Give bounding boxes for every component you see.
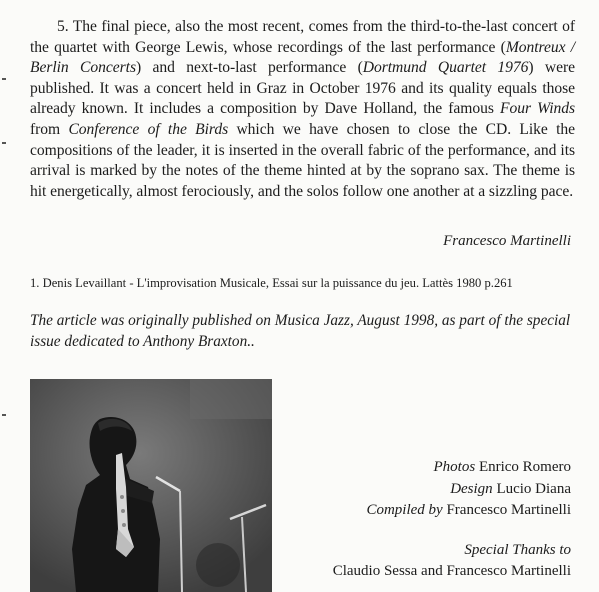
scan-edge-mark: [2, 142, 6, 144]
author-signature: Francesco Martinelli: [443, 233, 571, 249]
credit-photos: [333, 457, 571, 479]
album-title: Dortmund Quartet 1976: [362, 59, 529, 77]
paragraph-text: ) and next-to-last performance (: [135, 59, 363, 77]
album-credits: [333, 457, 571, 583]
album-title: Conference of the Birds: [68, 120, 229, 138]
paragraph-text: ) were published. It was a concert held in Graz in October 1976 and its quality equals those already known. It includes a composition by Dave Holland, the famous: [30, 59, 576, 118]
credit-name: Francesco Martinelli: [446, 502, 571, 519]
credit-name: Enrico Romero: [478, 459, 571, 475]
article-paragraph: [30, 17, 575, 202]
special-thanks-heading: Special Thanks to: [464, 541, 571, 558]
paragraph-text: 5. The final piece, also the most recent, comes from the third-to-the-last concert of the quartet with George Lewis, whose recordings of the last performance (: [30, 18, 575, 56]
paragraph-text: which we have chosen to close the CD. Like the compositions of the leader, it is inserted in the overall fabric of the performance, and its arrival is marked by the notes of the theme hinted at by the soprano sax. The theme is hit energetically, almost ferociously, and the solos follow one another at a sizzling pace.: [30, 120, 575, 200]
credit-role: Design: [450, 480, 493, 497]
saxophonist-photo: [30, 379, 272, 592]
saxophonist-photo-illustration: [30, 379, 272, 592]
publication-note: The article was originally published on Musica Jazz, August 1998, as part of the special issue dedicated to Anthony Braxton..: [30, 312, 571, 350]
composition-title: Four Winds: [500, 100, 576, 118]
credit-name: Lucio Diana: [496, 480, 571, 497]
special-thanks-names: Claudio Sessa and Francesco Martinelli: [332, 563, 571, 580]
credit-role: Photos: [433, 459, 476, 475]
paragraph-text: from: [30, 120, 69, 138]
credits-spacer: [333, 522, 571, 540]
credit-compiled: [333, 500, 571, 522]
scan-edge-mark: [2, 78, 6, 80]
article-body: [30, 17, 575, 202]
scan-edge-mark: [2, 414, 6, 416]
album-title: Montreux / Berlin Concerts: [30, 38, 576, 77]
credit-design: [333, 479, 571, 501]
footnote: 1. Denis Levaillant - L'improvisation Musicale, Essai sur la puissance du jeu. Lattès 1980 p.261: [30, 276, 513, 290]
credit-role: Compiled by: [366, 502, 443, 519]
